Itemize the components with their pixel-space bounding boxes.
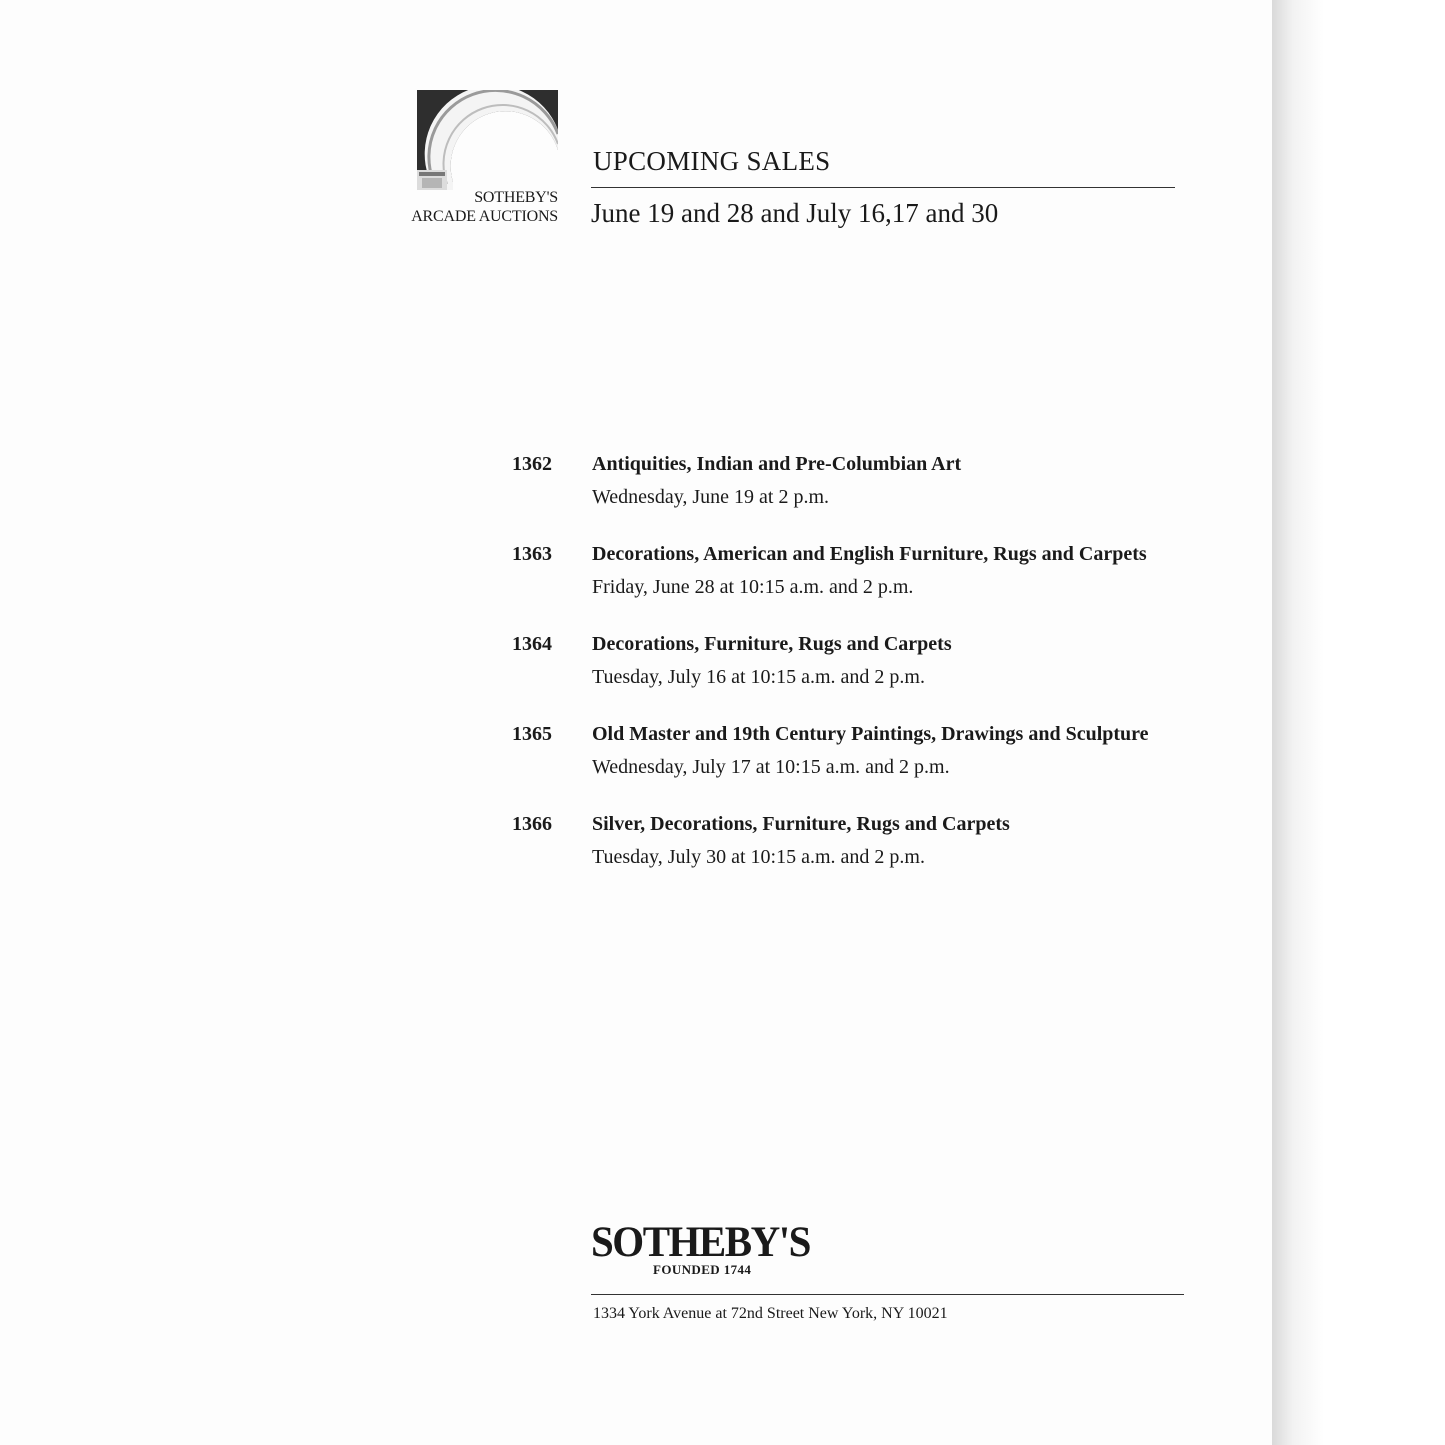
sale-datetime: Friday, June 28 at 10:15 a.m. and 2 p.m. (592, 576, 914, 598)
sale-number: 1366 (512, 813, 552, 835)
sale-number: 1362 (512, 453, 552, 475)
sale-number: 1364 (512, 633, 552, 655)
sale-item (512, 540, 1192, 630)
sale-datetime: Wednesday, June 19 at 2 p.m. (592, 486, 830, 508)
footer-divider (591, 1294, 1184, 1295)
founded-line: FOUNDED 1744 (653, 1262, 752, 1277)
sale-title: Old Master and 19th Century Paintings, Drawings and Sculpture (592, 723, 1149, 745)
sales-list (512, 450, 1192, 900)
arcade-brand (400, 188, 558, 226)
sale-datetime: Tuesday, July 16 at 10:15 a.m. and 2 p.m. (592, 666, 925, 688)
sale-title: Antiquities, Indian and Pre-Columbian Art (592, 453, 962, 475)
sale-title: Decorations, American and English Furniture, Rugs and Carpets (592, 543, 1147, 565)
sale-title: Decorations, Furniture, Rugs and Carpets (592, 633, 952, 655)
sale-title: Silver, Decorations, Furniture, Rugs and Carpets (592, 813, 1010, 835)
sale-item (512, 720, 1192, 810)
page-title: UPCOMING SALES (593, 146, 831, 176)
title-divider (591, 187, 1175, 188)
brand-line-1: SOTHEBY'S (474, 189, 558, 206)
sothebys-logo: SOTHEBY'S (591, 1217, 810, 1266)
sale-item (512, 630, 1192, 720)
page-edge-shadow (1272, 0, 1445, 1445)
brand-line-2: ARCADE AUCTIONS (411, 208, 558, 225)
sale-datetime: Tuesday, July 30 at 10:15 a.m. and 2 p.m. (592, 846, 925, 868)
sale-item (512, 810, 1192, 900)
sale-item (512, 450, 1192, 540)
arch-icon (417, 90, 558, 190)
sale-dates: June 19 and 28 and July 16,17 and 30 (591, 198, 999, 228)
sale-number: 1363 (512, 543, 552, 565)
sale-datetime: Wednesday, July 17 at 10:15 a.m. and 2 p.m. (592, 756, 950, 778)
address: 1334 York Avenue at 72nd Street New York, NY 10021 (593, 1305, 948, 1322)
sale-number: 1365 (512, 723, 552, 745)
